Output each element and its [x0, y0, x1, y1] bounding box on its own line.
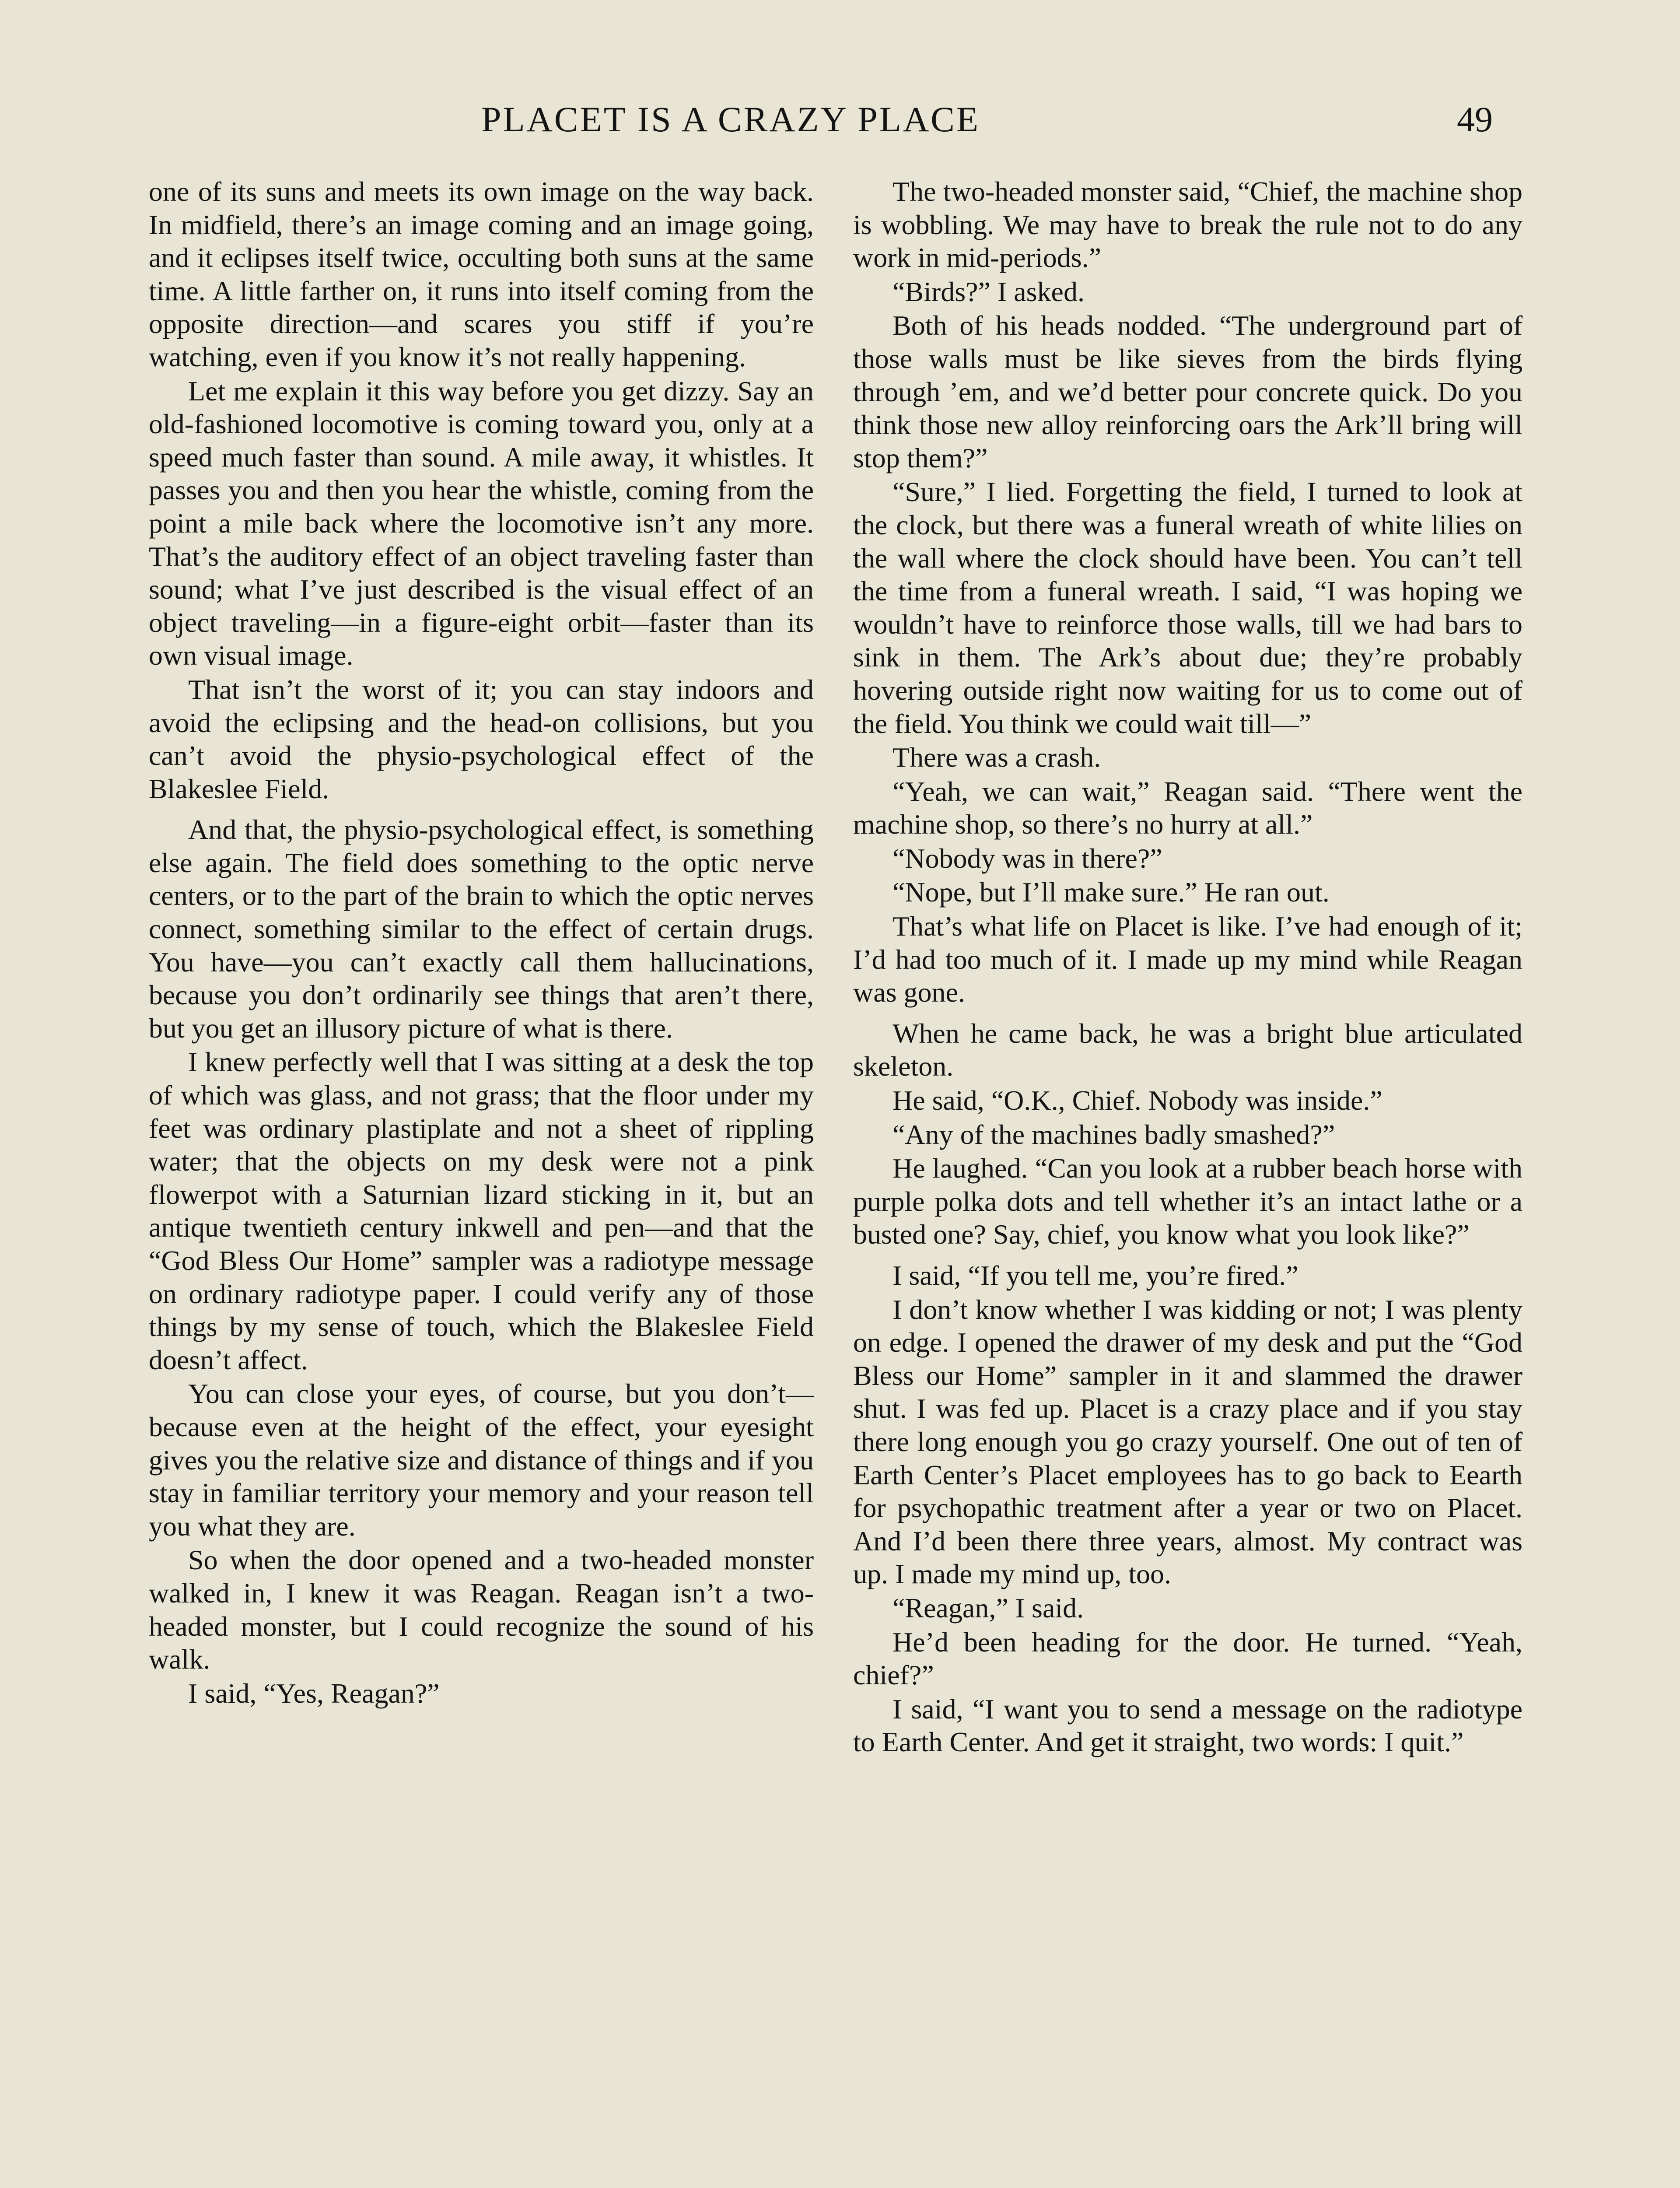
- paragraph: He’d been heading for the door. He turned. “Yeah, chief?”: [853, 1626, 1522, 1691]
- paragraph: one of its suns and meets its own image on the way back. In midfield, there’s an image coming and an image going, and it eclipses itself twice, occulting both suns at the same time. A little farther on, it runs into itself coming from the opposite direction—and scares you stiff if you’re watching, even if you know it’s not really happening.: [149, 176, 814, 372]
- paragraph: I said, “I want you to send a message on the radiotype to Earth Center. And get it straight, two words: I quit.”: [853, 1693, 1522, 1758]
- left-column: [149, 175, 814, 1710]
- paragraph: When he came back, he was a bright blue articulated skeleton.: [853, 1017, 1522, 1082]
- running-title: PLACET IS A CRAZY PLACE: [481, 99, 980, 139]
- paragraph: “Nobody was in there?”: [892, 842, 1162, 874]
- paragraph: “Any of the machines badly smashed?”: [892, 1119, 1335, 1150]
- paragraph: So when the door opened and a two-headed monster walked in, I knew it was Reagan. Reagan isn’t a two-headed monster, but I could recognize the sound of his walk.: [149, 1544, 814, 1675]
- paragraph: Let me explain it this way before you get dizzy. Say an old-fashioned locomotive is coming toward you, only at a speed much faster than sound. A mile away, it whistles. It passes you and then you hear the whistle, coming from the point a mile back where the locomotive isn’t any more. That’s the auditory effect of an object traveling faster than sound; what I’ve just described is the visual effect of an object traveling—in a figure-eight orbit—faster than its own visual image.: [149, 375, 814, 671]
- paragraph: “Nope, but I’ll make sure.” He ran out.: [892, 877, 1330, 908]
- paragraph: I knew perfectly well that I was sitting at a desk the top of which was glass, and not grass; that the floor under my feet was ordinary plastiplate and not a sheet of rippling water; that the objects on my desk were not a pink flowerpot with a Saturnian lizard sticking in it, but an antique twentieth century inkwell and pen—and that the “God Bless Our Home” sampler was a radiotype message on ordinary radiotype paper. I could verify any of those things by my sense of touch, which the Blakeslee Field doesn’t affect.: [149, 1046, 814, 1375]
- paragraph: “Sure,” I lied. Forgetting the field, I turned to look at the clock, but there was a funeral wreath of white lilies on the wall where the clock should have been. You can’t tell the time from a funeral wreath. I said, “I was hoping we wouldn’t have to reinforce those walls, till we had bars to sink in them. The Ark’s about due; they’re probably hovering outside right now waiting for us to come out of the field. You think we could wait till—”: [853, 476, 1522, 739]
- paragraph: I said, “Yes, Reagan?”: [188, 1677, 440, 1709]
- paragraph: You can close your eyes, of course, but you don’t—because even at the height of the effect, your eyesight gives you the relative size and distance of things and if you stay in familiar territory your memory and your reason tell you what they are.: [149, 1378, 814, 1542]
- paragraph: “Reagan,” I said.: [892, 1592, 1084, 1623]
- paragraph: “Yeah, we can wait,” Reagan said. “There went the machine shop, so there’s no hurry at all.”: [853, 775, 1522, 840]
- paragraph: That’s what life on Placet is like. I’ve had enough of it; I’d had too much of it. I made up my mind while Reagan was gone.: [853, 911, 1522, 1008]
- right-column: [853, 175, 1522, 1759]
- paragraph: That isn’t the worst of it; you can stay indoors and avoid the eclipsing and the head-on collisions, but you can’t avoid the physio-psychological effect of the Blakeslee Field.: [149, 673, 814, 804]
- paragraph: He laughed. “Can you look at a rubber beach horse with purple polka dots and tell whether it’s an intact lathe or a busted one? Say, chief, you know what you look like?”: [853, 1153, 1522, 1250]
- paragraph: “Birds?” I asked.: [892, 276, 1085, 307]
- paragraph: Both of his heads nodded. “The underground part of those walls must be like sieves from the birds flying through ’em, and we’d better pour concrete quick. Do you think those new alloy reinforcing oars the Ark’ll bring will stop them?”: [853, 310, 1522, 473]
- paragraph: I said, “If you tell me, you’re fired.”: [892, 1260, 1298, 1291]
- paragraph: He said, “O.K., Chief. Nobody was inside.”: [892, 1085, 1382, 1116]
- paragraph: I don’t know whether I was kidding or not; I was plenty on edge. I opened the drawer of my desk and put the “God Bless our Home” sampler in it and slammed the drawer shut. I was fed up. Placet is a crazy place and if you stay there long enough you go crazy yourself. One out of ten of Earth Center’s Placet employees has to go back to Eearth for psychopathic treatment after a year or two on Placet. And I’d been there three years, almost. My contract was up. I made my mind up, too.: [853, 1294, 1522, 1590]
- paragraph: There was a crash.: [892, 742, 1101, 773]
- paragraph: And that, the physio-psychological effect, is something else again. The field does something to the optic nerve centers, or to the part of the brain to which the optic nerves connect, something similar to the effect of certain drugs. You have—you can’t exactly call them hallucinations, because you don’t ordinarily see things that aren’t there, but you get an illusory picture of what is there.: [149, 814, 814, 1044]
- paragraph: The two-headed monster said, “Chief, the machine shop is wobbling. We may have to break the rule not to do any work in mid-periods.”: [853, 176, 1522, 274]
- page-number: 49: [1457, 99, 1493, 139]
